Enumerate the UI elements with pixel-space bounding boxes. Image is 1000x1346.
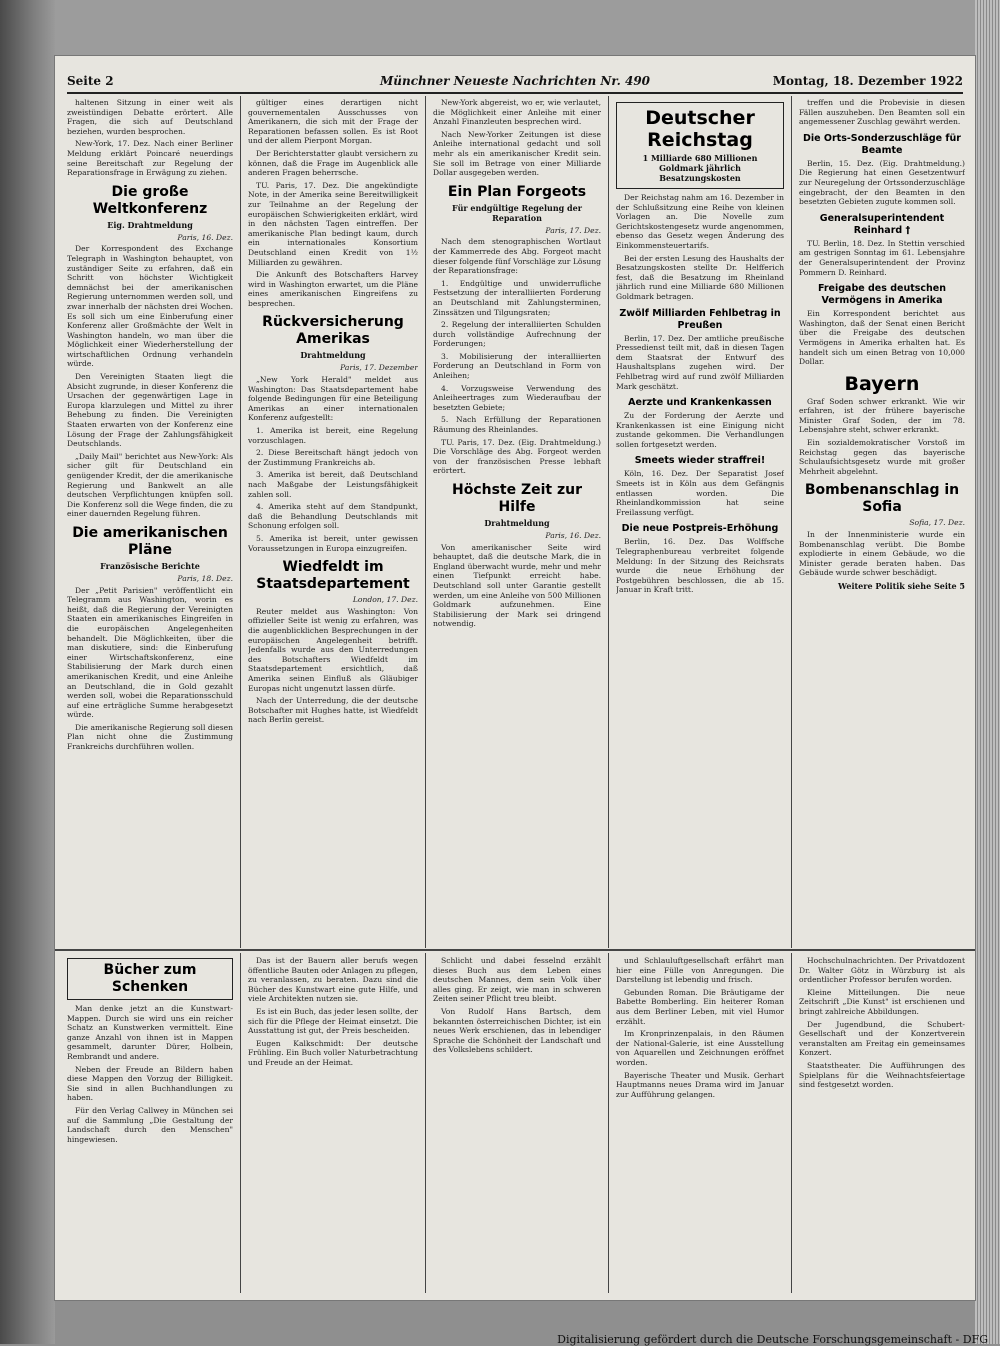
section-reinhard: Generalsuperintendent Reinhard † <box>819 212 945 236</box>
dateline: Paris, 16. Dez. <box>545 531 601 540</box>
subheadline-reichstag: 1 Milliarde 680 Millionen Goldmark jährlich Besatzungskosten <box>642 153 758 183</box>
buecher-column-1: Bücher zum Schenken Man denke jetzt an die Kunstwart-Mappen. Durch sie wird uns ein reicher Schatz an Kunstwerken vermittelt. Eine ganze Anzahl von ihnen ist in Mappen gesammelt, darunter Dürer, Holbein, Rembrandt und andere. Neben der Freude an Bildern haben diese Mappen den Vorzug der Billigkeit. Sie sind in allen Buchhandlungen zu haben. Für den Verlag Callwey in München sei auf die Sammlung „Die Gestaltung der Landschaft durch den Menschen" hingewiesen. <box>67 956 233 1292</box>
dateline: London, 17. Dez. <box>352 595 418 605</box>
column-rule <box>791 96 792 948</box>
dateline: Paris, 18. Dez. <box>177 573 233 583</box>
headline-buecher: Bücher zum Schenken <box>103 962 197 995</box>
byline: Drahtmeldung <box>484 518 550 528</box>
byline: Für endgültige Regelung der Reparation <box>452 202 582 223</box>
byline: Französische Berichte <box>100 560 200 571</box>
page-number: Seite 2 <box>67 74 114 88</box>
column-rule <box>240 953 241 1293</box>
column-rule <box>425 96 426 948</box>
headline-rueckversicherung: Rückversicherung Amerikas <box>262 314 404 348</box>
column-rule <box>608 953 609 1293</box>
book-binding <box>0 0 55 1344</box>
dfg-digitization-credit: Digitalisierung gefördert durch die Deutsche Forschungsgemeinschaft - DFG <box>557 1333 988 1346</box>
buecher-column-4: und Schlauluftgesellschaft erfährt man hier eine Fülle von Anregungen. Die Darstellung ist lebendig und frisch. Gebunden Roman. Die Bräutigame der Babette Bomberling. Ein heiterer Roman aus dem Berliner Leben, mit viel Humor erzählt. Im Kronprinzenpalais, in den Räumen der National-Galerie, ist eine Ausstellung von Aquarellen und Zeichnungen eröffnet worden. Bayerische Theater und Musik. Gerhart Hauptmanns neues Drama wird im Januar zur Aufführung gelangen. <box>616 956 784 1099</box>
see-page-5: Weitere Politik siehe Seite 5 <box>838 581 965 591</box>
headline-reichstag: Deutscher Reichstag <box>645 107 755 151</box>
headline-weltkonferenz: Die große Weltkonferenz <box>92 183 208 217</box>
section-postpreis: Die neue Postpreis-Erhöhung <box>621 523 779 535</box>
dateline: Paris, 16. Dez. <box>177 232 233 242</box>
scan-margin <box>55 0 975 56</box>
buecher-column-3: Schlicht und dabei fesselnd erzählt dieses Buch aus dem Leben eines deutschen Mannes, dem sein Volk über alles ging. Er zeigt, wie man in schweren Zeiten seiner Pflicht treu bleibt. Von Rudolf Hans Bartsch, dem bekannten österreichischen Dichter, ist ein neues Werk erschienen, das in lebendiger Sprache die Schönheit der Landschaft und des Volkslebens schildert. <box>433 956 601 1055</box>
headline-amerikanische-plaene: Die amerikanischen Pläne <box>72 524 228 558</box>
newspaper-page <box>55 56 975 1300</box>
column-4: Deutscher Reichstag 1 Milliarde 680 Millionen Goldmark jährlich Besatzungskosten Der Reichstag nahm am 16. Dezember in der Schlußsitzung eine Reihe von kleinen Vorlagen an. Die Novelle zum Gerichtskostengesetz wurde angenommen, ebenso das Gesetz wegen Änderung des Einkommensteuertarifs. Bei der ersten Lesung des Haushalts der Besatzungskosten stellte Dr. Helfferich fest, daß die Besatzung im Rheinland jährlich rund eine Milliarde 680 Millionen Goldmark betragen. Zwölf Milliarden Fehlbetrag in Preußen Berlin, 17. Dez. Der amtliche preußische Pressedienst teilt mit, daß in diesen Tagen dem Staatsrat der Entwurf des Haushaltsplans zugehen wird. Der Fehlbetrag wird auf rund zwölf Milliarden Mark geschätzt. Aerzte und Krankenkassen Zu der Forderung der Aerzte und Krankenkassen ist eine Einigung nicht zustande gekommen. Die Verhandlungen sollen fortgesetzt werden. Smeets wieder straffrei! Köln, 16. Dez. Der Separatist Josef Smeets ist in Köln aus dem Gefängnis entlassen worden. Die Rheinlandkommission hat seine Freilassung verfügt. Die neue Postpreis-Erhöhung Berlin, 16. Dez. Das Wolffsche Telegraphenbureau verbreitet folgende Meldung: In der Sitzung des Reichsrats wurde die neue Erhöhung der Postgebühren beschlossen, die ab 15. Januar in Kraft tritt. <box>616 98 784 946</box>
byline: Eig. Drahtmeldung <box>107 219 193 230</box>
column-rule <box>425 953 426 1293</box>
buecher-column-5: Hochschulnachrichten. Der Privatdozent Dr. Walter Götz in Würzburg ist als ordentlicher Professor berufen worden. Kleine Mitteilungen. Die neue Zeitschrift „Die Kunst" ist erschienen und bringt zahlreiche Abbildungen. Der Jugendbund, die Schubert-Gesellschaft und der Konzertverein veranstalten am Freitag ein gemeinsames Konzert. Staatstheater. Die Aufführungen des Spielplans für die Weihnachtsfeiertage sind festgesetzt worden. <box>799 956 965 1090</box>
section-ortszuschlaege: Die Orts-Sonderzuschläge für Beamte <box>803 132 961 156</box>
section-rule <box>55 949 975 951</box>
headline-forgeot: Ein Plan Forgeots <box>447 183 587 200</box>
headline-wiedfeldt: Wiedfeldt im Staatsdepartement <box>256 559 410 593</box>
section-fehlbetrag: Zwölf Milliarden Fehlbetrag in Preußen <box>619 307 781 331</box>
section-smeets: Smeets wieder straffrei! <box>634 455 766 467</box>
column-rule <box>608 96 609 948</box>
page-edges <box>975 0 1000 1344</box>
column-rule <box>240 96 241 948</box>
headline-hoechste-zeit: Höchste Zeit zur Hilfe <box>451 482 583 515</box>
buecher-column-2: Das ist der Bauern aller berufs wegen öffentliche Bauten oder Anlagen zu pflegen, zu veranlassen, zu beraten. Dazu sind die Bücher des Kunstwart eine gute Hilfe, und viele Architekten nutzen sie. Es ist ein Buch, das jeder lesen sollte, der sich für die Pflege der Heimat einsetzt. Die Ausstattung ist gut, der Preis bescheiden. Eugen Kalkschmidt: Der deutsche Frühling. Ein Buch voller Naturbetrachtung und Freude an der Heimat. <box>248 956 418 1067</box>
column-5: treffen und die Probevisie in diesen Fällen auszuheben. Den Beamten soll ein angemessener Zuschlag gewährt werden. Die Orts-Sonderzuschläge für Beamte Berlin, 15. Dez. (Eig. Drahtmeldung.) Die Regierung hat einen Gesetzentwurf zur Neuregelung der Ortssonderzuschläge eingebracht, der den Beamten in den besetzten Gebieten zugute kommen soll. Generalsuperintendent Reinhard † TU. Berlin, 18. Dez. In Stettin verschied am gestrigen Sonntag im 61. Lebensjahre der Generalsuperintendent der Provinz Pommern D. Reinhard. Freigabe des deutschen Vermögens in Amerika Ein Korrespondent berichtet aus Washington, daß der Senat einen Bericht über die Freigabe des deutschen Vermögens in Amerika erhalten hat. Es handelt sich um einen Betrag von 10,000 Dollar. Bayern Graf Soden schwer erkrankt. Wie wir erfahren, ist der frühere bayerische Minister Graf Soden, der im 78. Lebensjahre steht, schwer erkrankt. Ein sozialdemokratischer Vorstoß im Reichstag gegen das bayerische Schulaufsichtsgesetz wurde mit großer Mehrheit abgelehnt. Bombenanschlag in Sofia Sofia, 17. Dez. In der Innenministerie wurde ein Bombenanschlag verübt. Die Bombe explodierte in einem Gebäude, wo die Minister gerade beraten haben. Das Gebäude wurde schwer beschädigt. Weitere Politik siehe Seite 5 <box>799 98 965 591</box>
headline-sofia: Bombenanschlag in Sofia <box>804 482 960 516</box>
column-1: haltenen Sitzung in einer weit als zweistündigen Debatte erörtert. Alle Fragen, die sich auf Deutschland beziehen, wurden besprochen. New-York, 17. Dez. Nach einer Berliner Meldung erklärt Poincaré neuerdings seine Bereitschaft zur Regelung der Reparationsfrage in Erwägung zu ziehen. Die große Weltkonferenz Eig. Drahtmeldung Paris, 16. Dez. Der Korrespondent des Exchange Telegraph in Washington behauptet, von zuständiger Seite zu erfahren, daß ein Schritt von höchster Wichtigkeit demnächst bei der amerikanischen Regierung unternommen werden soll, und zwar innerhalb der nächsten drei Wochen. Es soll sich um eine Einberufung einer Konferenz aller Großmächte der Welt in Washington handeln, wo man über die Möglichkeit einer Wiederherstellung der wirtschaftlichen Ordnung verhandeln würde. Den Vereinigten Staaten liegt die Absicht zugrunde, in dieser Konferenz die Ursachen der gegenwärtigen Lage in Europa klarzulegen und Mittel zu ihrer Behebung zu finden. Die Vereinigten Staaten erwarten von der Konferenz eine Lösung der Frage der Zahlungsfähigkeit Deutschlands. „Daily Mail" berichtet aus New-York: Als sicher gilt für Deutschland ein genügender Kredit, der die amerikanische Regierung und Bankwelt an alle deutschen Verpflichtungen knüpfen soll. Die Konferenz soll die Wege finden, die zu einer dauernden Regelung führen. Die amerikanischen Pläne Französische Berichte Paris, 18. Dez. Der „Petit Parisien" veröffentlicht ein Telegramm aus Washington, worin es heißt, daß die Regierung der Vereinigten Staaten ein amerikanisches Eingreifen in die europäischen Angelegenheiten behandelt. Die Möglichkeiten, über die man diskutiere, sind: die Einberufung einer Wirtschaftskonferenz, eine Stabilisierung der Mark durch einen amerikanischen Kredit, und eine Anleihe an Deutschland, die in Gold gezahlt werden soll, wobei die Reparationsschuld auf eine erträgliche Summe herabgesetzt würde. Die amerikanische Regierung soll diesen Plan nicht ohne die Zustimmung Frankreichs durchführen wollen. <box>67 98 233 752</box>
dateline: Paris, 17. Dez. <box>545 225 601 235</box>
dateline: Paris, 17. Dezember <box>340 363 418 373</box>
column-rule <box>791 953 792 1293</box>
byline: Drahtmeldung <box>300 350 366 361</box>
section-freigabe: Freigabe des deutschen Vermögens in Amerika <box>817 283 947 307</box>
headline-bayern: Bayern <box>844 372 920 395</box>
column-3: New-York abgereist, wo er, wie verlautet, die Möglichkeit einer Anleihe mit einer Anzahl Finanzleuten besprechen wird. Nach New-Yorker Zeitungen ist diese Anleihe international gedacht und soll mehr als ein amerikanischer Kredit sein. Sie soll im Betrage von einer Milliarde Dollar ausgegeben werden. Ein Plan Forgeots Für endgültige Regelung der Reparation Paris, 17. Dez. Nach dem stenographischen Wortlaut der Kammerrede des Abg. Forgeot macht dieser folgende fünf Vorschläge zur Lösung der Reparationsfrage: 1. Endgültige und unwiderrufliche Festsetzung der interalliierten Forderung an Deutschland mit Zahlungsterminen, Zinssätzen und Tilgungsraten; 2. Regelung der interalliierten Schulden durch vollständige Aufrechnung der Forderungen; 3. Mobilisierung der interalliierten Forderung an Deutschland in Form von Anleihen; 4. Vorzugsweise Verwendung des Anleiheertrages zum Wiederaufbau der besetzten Gebiete; 5. Nach Erfüllung der Reparationen Räumung des Rheinlandes. TU. Paris, 17. Dez. (Eig. Drahtmeldung.) Die Vorschläge des Abg. Forgeot werden von der französischen Presse lebhaft erörtert. Höchste Zeit zur Hilfe Drahtmeldung Paris, 16. Dez. Von amerikanischer Seite wird behauptet, daß die deutsche Mark, die in England überwacht wurde, mehr und mehr einen Tiefpunkt erreicht habe. Deutschland soll unter Garantie gestellt werden, um eine Anleihe von 500 Millionen Goldmark aufzunehmen. Eine Stabilisierung der Mark sei dringend notwendig. <box>433 98 601 629</box>
column-2: gültiger eines derartigen nicht gouvernementalen Ausschusses von Amerikanern, die sich mit der Frage der Reparationen befassen sollen. Es ist Root und der allem Pierpont Morgan. Der Berichterstatter glaubt versichern zu können, daß die Frage im Augenblick alle anderen Fragen beherrsche. TU. Paris, 17. Dez. Die angekündigte Note, in der Amerika seine Bereitwilligkeit zur Teilnahme an der Regelung der europäischen Schwierigkeiten erklärt, wird in den nächsten Tagen eintreffen. Der amerikanische Plan bedingt kaum, durch ein internationales Konsortium Deutschland einen Kredit von 1½ Milliarden zu gewähren. Die Ankunft des Botschafters Harvey wird in Washington erwartet, um die Pläne eines amerikanischen Eingreifens zu besprechen. Rückversicherung Amerikas Drahtmeldung Paris, 17. Dezember „New York Herald" meldet aus Washington: Das Staatsdepartement habe folgende Bedingungen für eine Beteiligung Amerikas an einer internationalen Konferenz aufgestellt: 1. Amerika ist bereit, eine Regelung vorzuschlagen. 2. Diese Bereitschaft hängt jedoch von der Zustimmung Frankreichs ab. 3. Amerika ist bereit, daß Deutschland nach Maßgabe der Leistungsfähigkeit zahlen soll. 4. Amerika steht auf dem Standpunkt, daß die Behandlung Deutschlands mit Schonung erfolgen soll. 5. Amerika ist bereit, unter gewissen Voraussetzungen in Europa einzugreifen. Wiedfeldt im Staatsdepartement London, 17. Dez. Reuter meldet aus Washington: Von offizieller Seite ist wenig zu erfahren, was die augenblicklichen Besprechungen in der europäischen Angelegenheit betrifft. Jedenfalls wurde aus den Unterredungen des Botschafters Wiedfeldt im Staatsdepartement ersichtlich, daß Amerika seinen Einfluß als Gläubiger Europas nicht ungenutzt lassen dürfe. Nach der Unterredung, die der deutsche Botschafter mit Hughes hatte, ist Wiedfeldt nach Berlin gereist. <box>248 98 418 725</box>
page-header <box>67 70 963 94</box>
masthead-title: Münchner Neueste Nachrichten Nr. 490 <box>379 74 651 88</box>
issue-date: Montag, 18. Dezember 1922 <box>772 74 963 88</box>
section-aerzte: Aerzte und Krankenkassen <box>628 397 772 409</box>
dateline: Sofia, 17. Dez. <box>909 518 965 528</box>
